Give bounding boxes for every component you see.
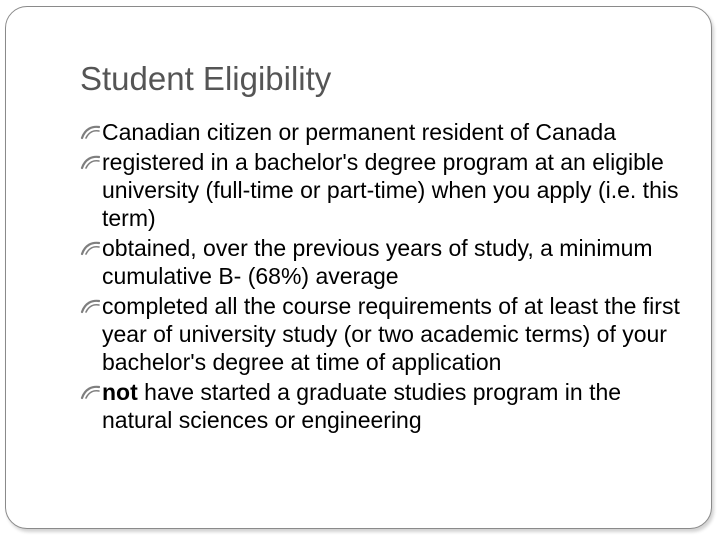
arc-bullet-icon (80, 123, 100, 141)
bullet-emphasis: not (102, 379, 138, 405)
bullet-text: obtained, over the previous years of study, a minimum cumulative B- (68%) average (102, 235, 653, 289)
arc-bullet-icon (80, 153, 100, 171)
bullet-item (80, 148, 690, 232)
arc-bullet-icon (80, 239, 100, 257)
bullet-list (80, 118, 690, 436)
bullet-item (80, 118, 690, 146)
bullet-item (80, 378, 690, 434)
bullet-text: Canadian citizen or permanent resident of Canada (102, 119, 616, 145)
arc-bullet-icon (80, 383, 100, 401)
bullet-item (80, 292, 690, 376)
bullet-text: completed all the course requirements of at least the first year of university study (or two academic terms) of your bachelor's degree at time of application (102, 293, 680, 375)
bullet-text: registered in a bachelor's degree program at an eligible university (full-time or part-time) when you apply (i.e. this term) (102, 149, 679, 231)
arc-bullet-icon (80, 297, 100, 315)
bullet-text: have started a graduate studies program in the natural sciences or engineering (102, 379, 622, 433)
slide-title: Student Eligibility (80, 60, 332, 97)
bullet-item (80, 234, 690, 290)
